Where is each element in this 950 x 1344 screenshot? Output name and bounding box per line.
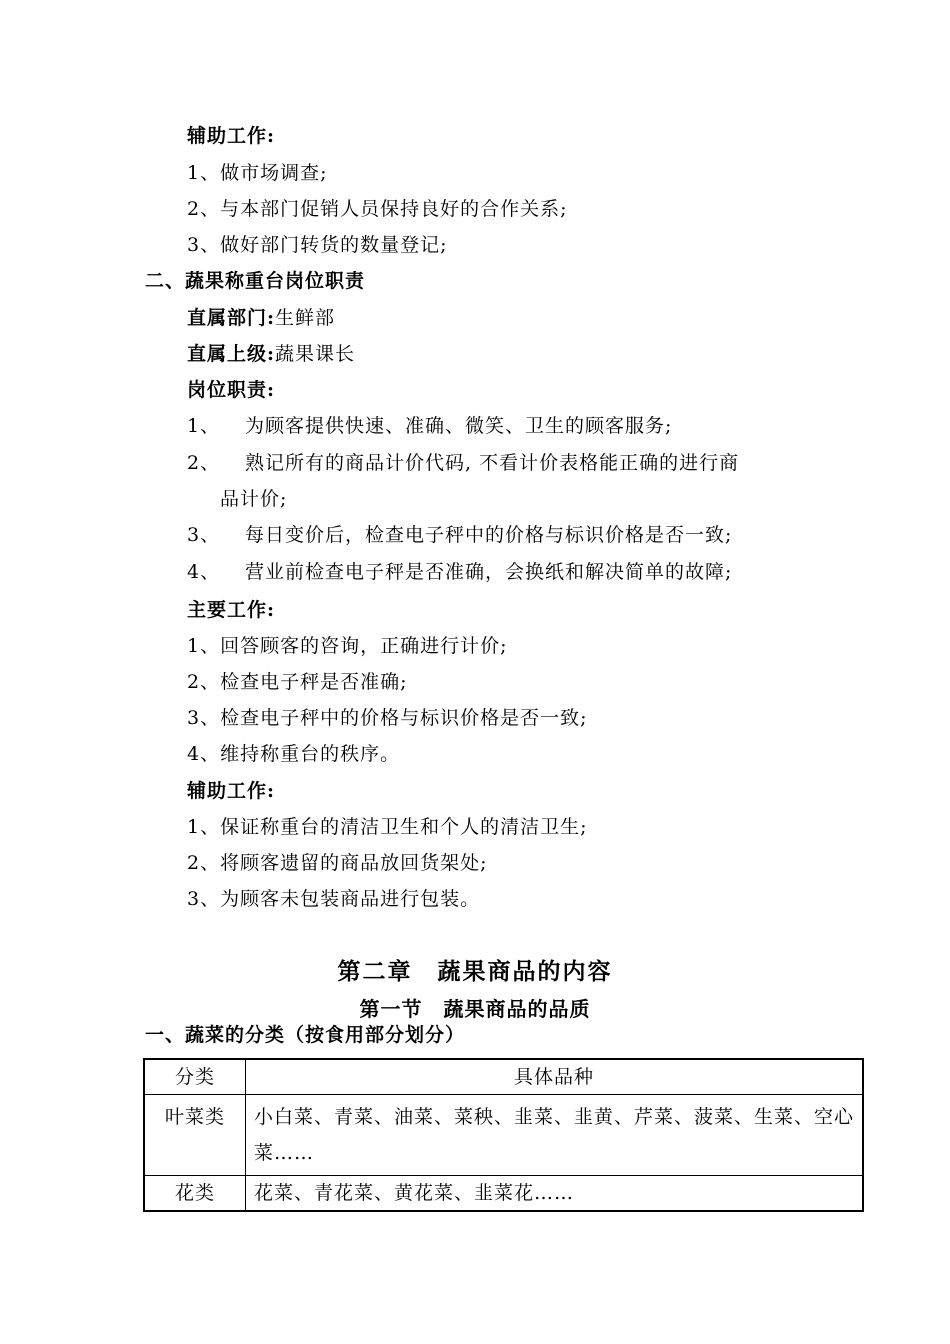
table-row	[144, 1176, 863, 1212]
dept-line	[187, 306, 335, 330]
header-category: 分类	[144, 1059, 246, 1095]
header-varieties: 具体品种	[246, 1059, 864, 1095]
duty-number: 2、	[187, 452, 221, 474]
supervisor-label: 直属上级:	[187, 343, 276, 365]
duty-text: 营业前检查电子秤是否准确，会换纸和解决简单的故障;	[245, 561, 733, 583]
aux-work-heading: 辅助工作:	[187, 125, 276, 147]
row-category: 叶菜类	[144, 1095, 246, 1176]
duty-text: 为顾客提供快速、准确、微笑、卫生的顾客服务;	[245, 415, 673, 437]
main-work-item: 1、回答顾客的咨询，正确进行计价;	[187, 635, 508, 657]
duty-text-continued: 品计价;	[220, 488, 288, 510]
row-category: 花类	[144, 1176, 246, 1212]
row-varieties: 花菜、青花菜、黄花菜、韭菜花……	[246, 1176, 864, 1212]
duty-number: 4、	[187, 561, 221, 583]
duty-number: 3、	[187, 524, 221, 546]
section-title: 二、蔬果称重台岗位职责	[145, 270, 366, 292]
main-work-heading: 主要工作:	[187, 599, 276, 621]
dept-value: 生鲜部	[275, 307, 336, 329]
section-heading: 第一节 蔬果商品的品质	[359, 997, 591, 1021]
duty-number: 1、	[187, 415, 221, 437]
aux-work-item: 1、保证称重台的清洁卫生和个人的清洁卫生;	[187, 816, 588, 838]
main-work-item: 3、检查电子秤中的价格与标识价格是否一致;	[187, 707, 588, 729]
dept-label: 直属部门:	[187, 307, 276, 329]
duty-text: 熟记所有的商品计价代码, 不看计价表格能正确的进行商	[245, 452, 740, 474]
aux-work-item: 3、为顾客未包装商品进行包装。	[187, 888, 481, 910]
duty-heading: 岗位职责:	[187, 379, 276, 401]
duty-text: 每日变价后，检查电子秤中的价格与标识价格是否一致;	[245, 524, 733, 546]
main-work-item: 4、维持称重台的秩序。	[187, 743, 401, 765]
chapter-title: 第二章 蔬果商品的内容	[337, 958, 613, 985]
aux-work-item: 2、将顾客遗留的商品放回货架处;	[187, 852, 488, 874]
table-row	[144, 1095, 863, 1176]
main-work-item: 2、检查电子秤是否准确;	[187, 671, 408, 693]
row-varieties: 小白菜、青菜、油菜、菜秧、韭菜、韭黄、芹菜、菠菜、生菜、空心菜……	[246, 1095, 864, 1176]
supervisor-line	[187, 342, 355, 366]
aux-work-item: 3、做好部门转货的数量登记;	[187, 234, 448, 256]
aux-work-item: 2、与本部门促销人员保持良好的合作关系;	[187, 198, 568, 220]
aux-work-item: 1、做市场调查;	[187, 162, 328, 184]
vegetable-table	[143, 1058, 864, 1212]
table-header-row	[144, 1059, 863, 1095]
aux-work-heading: 辅助工作:	[187, 780, 276, 802]
supervisor-value: 蔬果课长	[275, 343, 356, 365]
veg-classification-heading: 一、蔬菜的分类（按食用部分划分）	[145, 1024, 466, 1046]
